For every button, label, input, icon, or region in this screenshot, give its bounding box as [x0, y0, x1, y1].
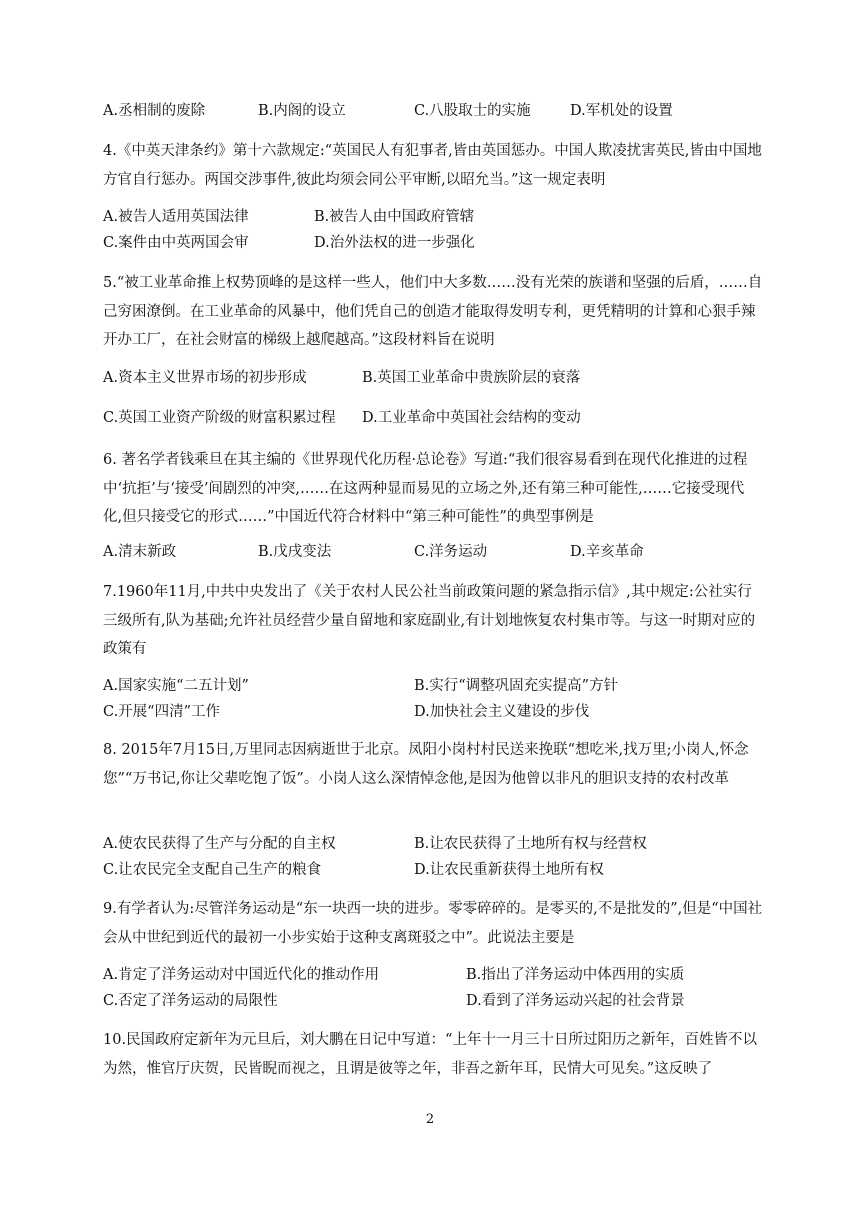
q8-stem: 8. 2015年7月15日,万里同志因病逝世于北京。凤阳小岗村村民送来挽联“想吃米,找万里;小岗人,怀念您”“万书记,你让父辈吃饱了饭”。小岗人这么深情悼念他,是因为他曾以非凡的胆识支持的农村改革	[103, 742, 749, 787]
q6-stem: 6. 著名学者钱乘旦在其主编的《世界现代化历程·总论卷》写道:“我们很容易看到在现代化推进的过程中‘抗拒’与‘接受’间剧烈的冲突,……在这两种显而易见的立场之外,还有第三种可能性,……它接受现代化,但只接受它的形式……”中国近代符合材料中“第三种可能性”的典型事例是	[103, 452, 748, 525]
q7-option-a: A.国家实施“二五计划”	[103, 678, 249, 694]
q4-option-a: A.被告人适用英国法律	[103, 209, 249, 225]
q7-option-d: D.加快社会主义建设的步伐	[414, 704, 590, 720]
q8-stem-block	[103, 736, 763, 793]
q5-stem-block	[103, 269, 763, 355]
q7-stem: 7.1960年11月,中共中央发出了《关于农村人民公社当前政策问题的紧急指示信》,其中规定:公社实行三级所有,队为基础;允许社员经营少量自留地和家庭副业,有计划地恢复农村集市等。与这一时期对应的政策有	[103, 584, 756, 657]
q3-option-b: B.内阁的设立	[258, 103, 346, 119]
q7-option-b: B.实行“调整巩固充实提高”方针	[414, 678, 619, 694]
q6-option-d: D.辛亥革命	[570, 544, 644, 560]
q3-option-d: D.军机处的设置	[570, 103, 673, 119]
q5-option-b: B.英国工业革命中贵族阶层的衰落	[362, 370, 581, 386]
q9-option-b: B.指出了洋务运动中体西用的实质	[466, 967, 685, 983]
q6-stem-block	[103, 446, 763, 532]
q9-option-d: D.看到了洋务运动兴起的社会背景	[466, 993, 685, 1009]
q9-stem-block	[103, 895, 763, 952]
q3-option-c: C.八股取士的实施	[414, 103, 531, 119]
q7-option-c: C.开展“四清”工作	[103, 704, 221, 720]
q4-option-b: B.被告人由中国政府管辖	[314, 209, 475, 225]
q8-option-c: C.让农民完全支配自己生产的粮食	[103, 862, 322, 878]
q5-option-c: C.英国工业资产阶级的财富积累过程	[103, 410, 336, 426]
q8-option-b: B.让农民获得了土地所有权与经营权	[414, 836, 647, 852]
q10-stem-block	[103, 1026, 763, 1083]
q9-option-a: A.肯定了洋务运动对中国近代化的推动作用	[103, 967, 380, 983]
q4-option-c: C.案件由中英两国会审	[103, 235, 249, 251]
q8-option-a: A.使农民获得了生产与分配的自主权	[103, 836, 336, 852]
page-number: 2	[425, 1112, 435, 1127]
q9-option-c: C.否定了洋务运动的局限性	[103, 993, 278, 1009]
q6-option-c: C.洋务运动	[414, 544, 488, 560]
q6-option-b: B.戊戌变法	[258, 544, 332, 560]
q10-stem: 10.民国政府定新年为元旦后，刘大鹏在日记中写道：“上年十一月三十日所过阳历之新年，百姓皆不以为然，惟官厅庆贺，民皆睨而视之，且谓是彼等之年，非吾之新年耳，民情大可见矣。”这反映了	[103, 1032, 757, 1077]
q4-option-d: D.治外法权的进一步强化	[314, 235, 475, 251]
q4-stem-block	[103, 137, 763, 194]
q3-option-a: A.丞相制的废除	[103, 103, 206, 119]
q7-stem-block	[103, 578, 763, 664]
q5-option-d: D.工业革命中英国社会结构的变动	[362, 410, 581, 426]
q4-stem: 4.《中英天津条约》第十六款规定:“英国民人有犯事者,皆由英国惩办。中国人欺凌扰害英民,皆由中国地方官自行惩办。两国交涉事件,彼此均须会同公平审断,以昭允当。”这一规定表明	[103, 143, 762, 188]
q8-option-d: D.让农民重新获得土地所有权	[414, 862, 604, 878]
q6-option-a: A.清末新政	[103, 544, 177, 560]
q5-option-a: A.资本主义世界市场的初步形成	[103, 370, 307, 386]
q9-stem: 9.有学者认为:尽管洋务运动是“东一块西一块的进步。零零碎碎的。是零买的,不是批发的”,但是“中国社会从中世纪到近代的最初一小步实始于这种支离斑驳之中”。此说法主要是	[103, 901, 763, 946]
q5-stem: 5.“被工业革命推上权势顶峰的是这样一些人，他们中大多数……没有光荣的族谱和坚强的后盾，……自己穷困潦倒。在工业革命的风暴中，他们凭自己的创造才能取得发明专利，更凭精明的计算和心狠手辣开办工厂，在社会财富的梯级上越爬越高。”这段材料旨在说明	[103, 275, 763, 348]
